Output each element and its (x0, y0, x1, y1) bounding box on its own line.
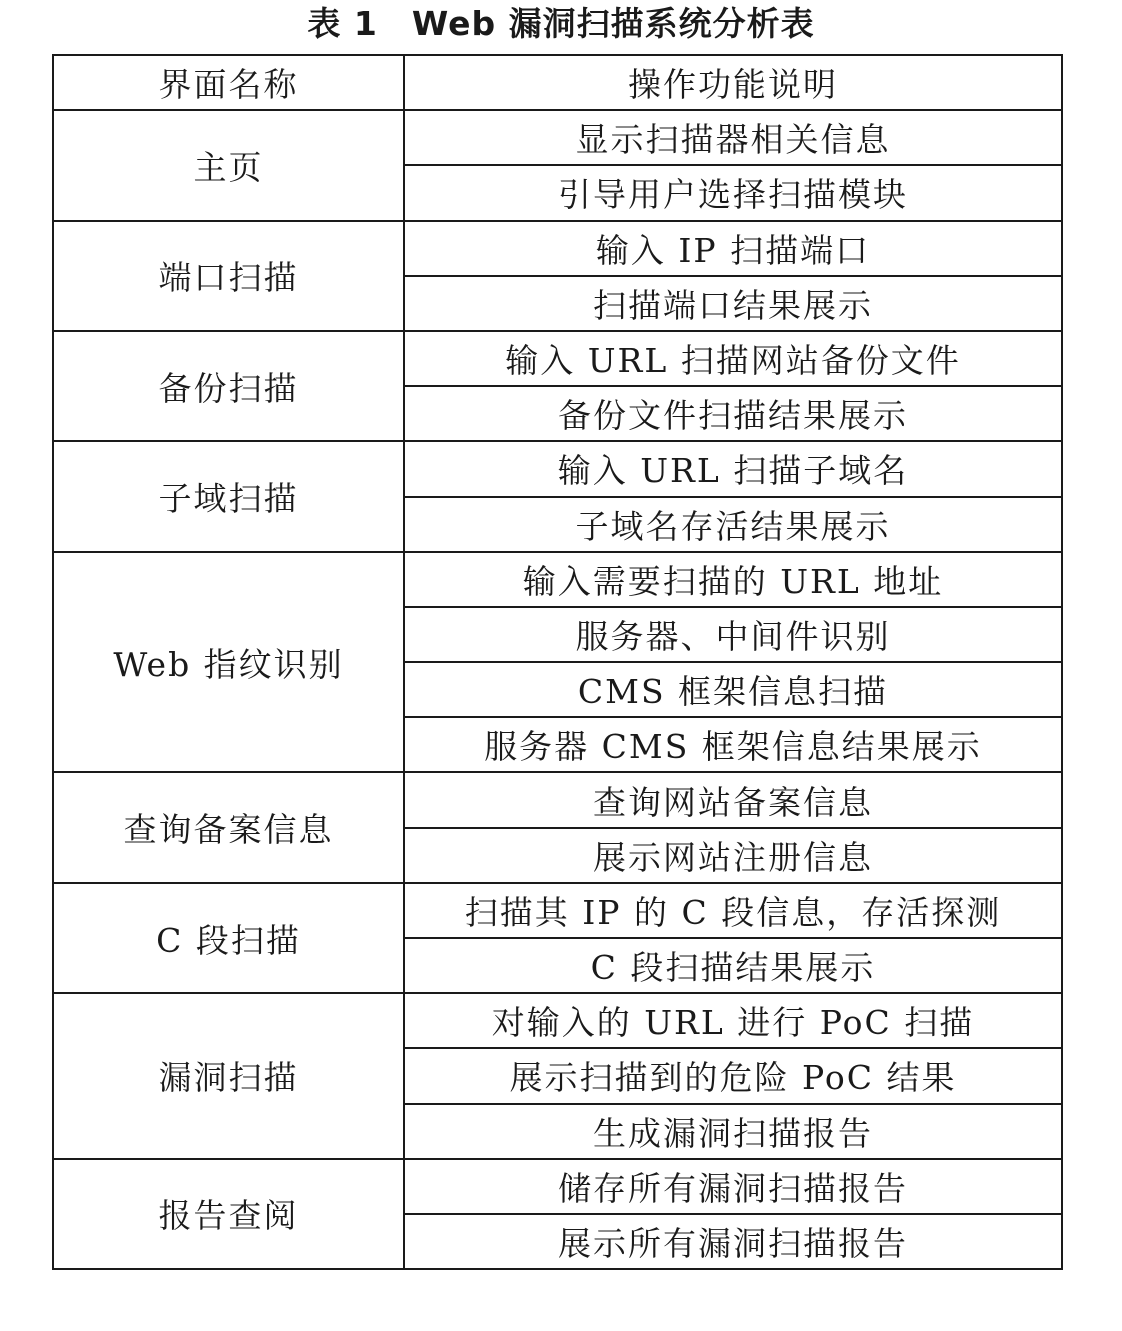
function-description-cell: 服务器 CMS 框架信息结果展示 (404, 717, 1062, 772)
interface-name-cell: C 段扫描 (53, 883, 404, 993)
function-description-cell: 展示网站注册信息 (404, 828, 1062, 883)
function-description-cell: 备份文件扫描结果展示 (404, 386, 1062, 441)
function-description-cell: 生成漏洞扫描报告 (404, 1104, 1062, 1159)
interface-name-cell: 子域扫描 (53, 441, 404, 551)
interface-name-cell: 端口扫描 (53, 221, 404, 331)
analysis-table (52, 54, 1063, 1270)
table-title: Web 漏洞扫描系统分析表 (411, 4, 815, 43)
table-row (53, 221, 1062, 276)
table-row (53, 993, 1062, 1048)
interface-name-cell: 漏洞扫描 (53, 993, 404, 1159)
function-description-cell: 查询网站备案信息 (404, 772, 1062, 827)
interface-name-cell: 备份扫描 (53, 331, 404, 441)
table-caption (0, 0, 1122, 48)
function-description-cell: 扫描端口结果展示 (404, 276, 1062, 331)
table-row (53, 331, 1062, 386)
function-description-cell: 输入需要扫描的 URL 地址 (404, 552, 1062, 607)
function-description-cell: 展示扫描到的危险 PoC 结果 (404, 1048, 1062, 1103)
function-description-cell: CMS 框架信息扫描 (404, 662, 1062, 717)
function-description-cell: 储存所有漏洞扫描报告 (404, 1159, 1062, 1214)
function-description-cell: 子域名存活结果展示 (404, 497, 1062, 552)
table-row (53, 883, 1062, 938)
function-description-cell: 扫描其 IP 的 C 段信息，存活探测 (404, 883, 1062, 938)
function-description-cell: 对输入的 URL 进行 PoC 扫描 (404, 993, 1062, 1048)
table-row (53, 552, 1062, 607)
table-body (53, 110, 1062, 1269)
header-interface-name: 界面名称 (53, 55, 404, 110)
function-description-cell: 服务器、中间件识别 (404, 607, 1062, 662)
interface-name-cell: 查询备案信息 (53, 772, 404, 882)
function-description-cell: 输入 IP 扫描端口 (404, 221, 1062, 276)
table-row (53, 110, 1062, 165)
interface-name-cell: 主页 (53, 110, 404, 220)
table-row (53, 772, 1062, 827)
function-description-cell: 输入 URL 扫描网站备份文件 (404, 331, 1062, 386)
interface-name-cell: 报告查阅 (53, 1159, 404, 1269)
header-row (53, 55, 1062, 110)
function-description-cell: 输入 URL 扫描子域名 (404, 441, 1062, 496)
function-description-cell: 引导用户选择扫描模块 (404, 165, 1062, 220)
header-function-description: 操作功能说明 (404, 55, 1062, 110)
function-description-cell: 显示扫描器相关信息 (404, 110, 1062, 165)
table-row (53, 1159, 1062, 1214)
function-description-cell: 展示所有漏洞扫描报告 (404, 1214, 1062, 1269)
interface-name-cell: Web 指纹识别 (53, 552, 404, 773)
table-row (53, 441, 1062, 496)
function-description-cell: C 段扫描结果展示 (404, 938, 1062, 993)
table-number: 表 1 (307, 4, 378, 43)
